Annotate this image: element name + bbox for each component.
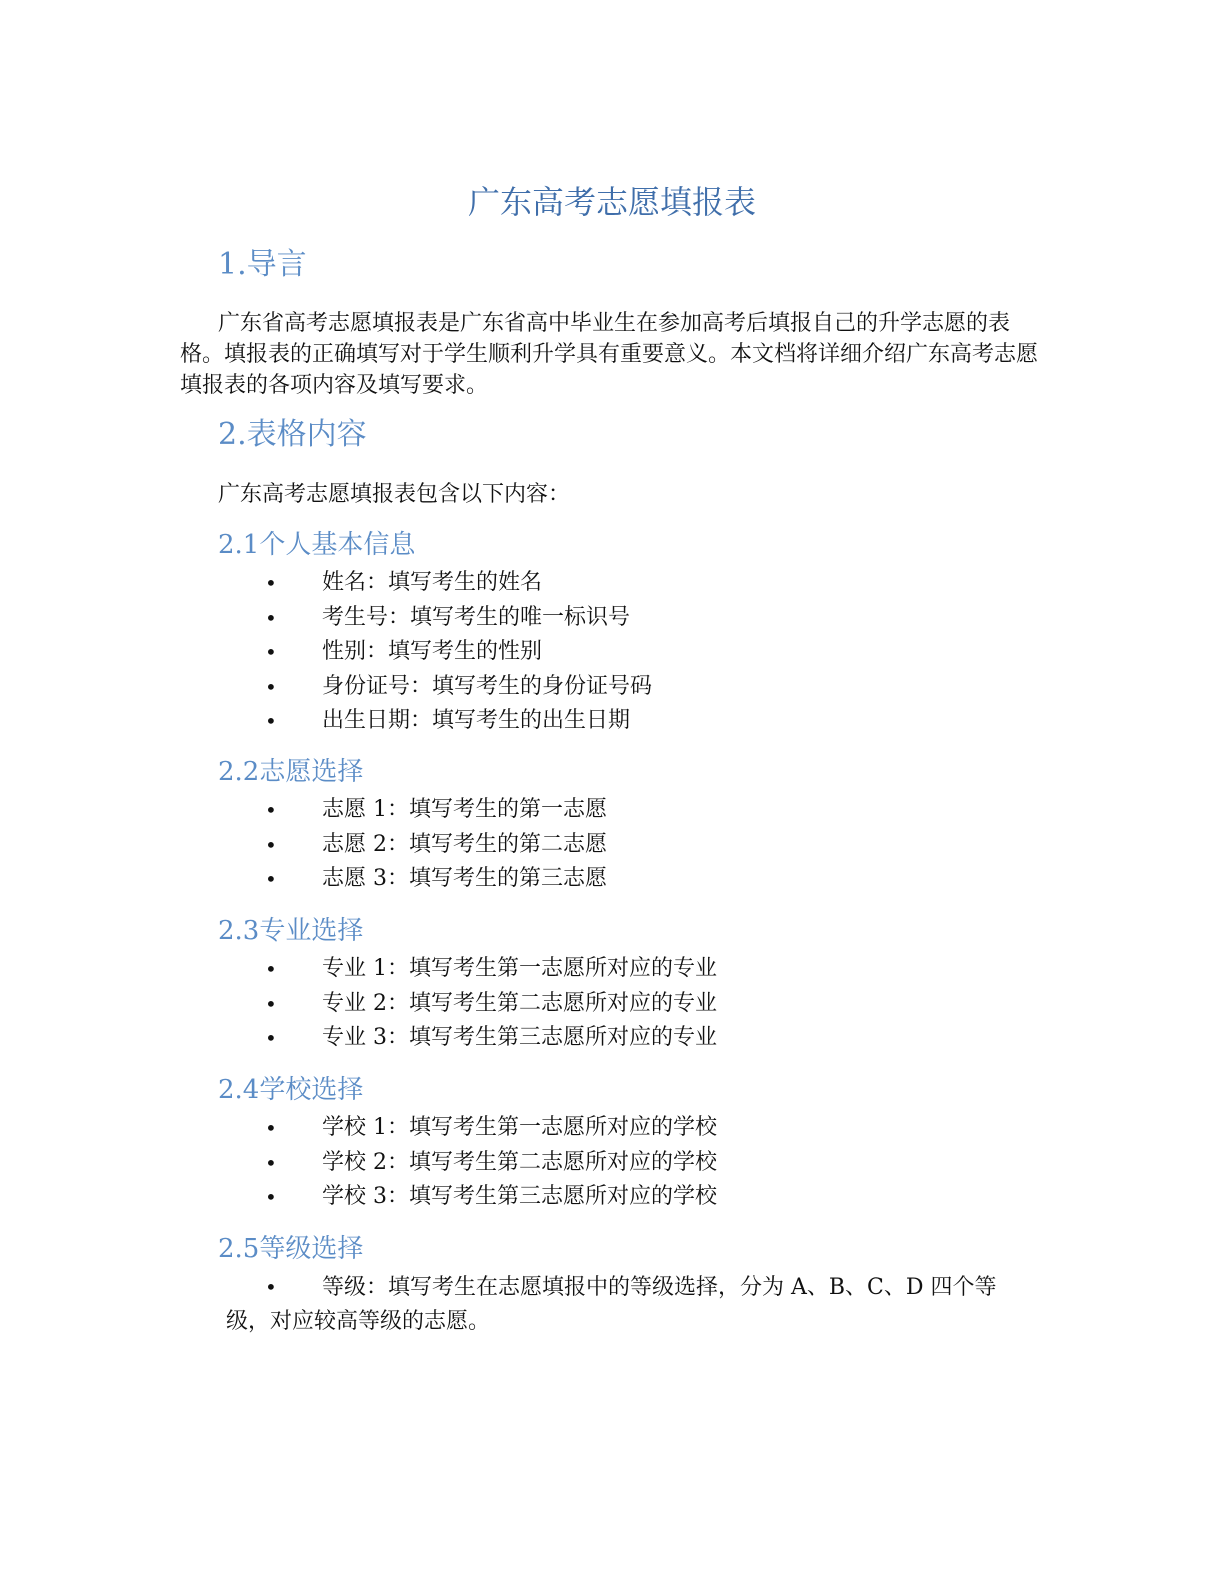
bullet-icon: • — [265, 640, 277, 664]
list-item-text: 身份证号：填写考生的身份证号码 — [322, 673, 653, 699]
subsection-heading-grade: 2.5等级选择 — [218, 1234, 364, 1264]
intro-paragraph: 广东省高考志愿填报表是广东省高中毕业生在参加高考后填报自己的升学志愿的表格。填报表的正确填写对于学生顺利升学具有重要意义。本文档将详细介绍广东高考志愿填报表的各项内容及填写要求。 — [180, 311, 1039, 398]
list-item-text: 志愿 3：填写考生的第三志愿 — [322, 866, 607, 891]
list-item-text: 考生号：填写考生的唯一标识号 — [322, 604, 631, 630]
grade-paragraph — [226, 1270, 1026, 1339]
list-item-text: 性别：填写考生的性别 — [322, 639, 543, 664]
bullet-icon: • — [265, 1026, 277, 1050]
bullet-icon: • — [265, 991, 277, 1016]
subsection-heading-personal: 2.1个人基本信息 — [218, 530, 416, 560]
list-item-text: 学校 1：填写考生第一志愿所对应的学校 — [322, 1115, 717, 1140]
bullet-icon: • — [265, 1275, 277, 1299]
subsection-heading-wish: 2.2志愿选择 — [218, 757, 364, 787]
bullet-icon: • — [265, 798, 277, 822]
section-heading-intro: 1.导言 — [218, 247, 307, 282]
subsection-heading-major: 2.3专业选择 — [218, 916, 364, 946]
bullet-icon: • — [265, 1150, 277, 1175]
grade-text: 等级：填写考生在志愿填报中的等级选择，分为 A、B、C、D 四个等级，对应较高等级的志愿。 — [226, 1275, 997, 1334]
list-item-text: 姓名：填写考生的姓名 — [322, 570, 543, 595]
bullet-icon: • — [265, 867, 277, 891]
bullet-icon: • — [265, 605, 277, 630]
list-item-text: 专业 3：填写考生第三志愿所对应的专业 — [322, 1025, 717, 1050]
bullet-icon: • — [265, 1116, 277, 1140]
list-item-text: 志愿 1：填写考生的第一志愿 — [322, 797, 607, 822]
subsection-heading-school: 2.4学校选择 — [218, 1075, 364, 1105]
list-item-text: 专业 1：填写考生第一志愿所对应的专业 — [322, 956, 717, 981]
bullet-icon: • — [265, 832, 277, 857]
bullet-icon: • — [265, 1185, 277, 1209]
list-item-text: 学校 2：填写考生第二志愿所对应的学校 — [322, 1149, 717, 1175]
bullet-icon: • — [265, 709, 277, 733]
bullet-icon: • — [265, 957, 277, 981]
list-item-text: 出生日期：填写考生的出生日期 — [322, 708, 631, 733]
bullet-icon: • — [265, 571, 277, 595]
content-lead-text: 广东高考志愿填报表包含以下内容： — [218, 482, 571, 507]
list-item-text: 学校 3：填写考生第三志愿所对应的学校 — [322, 1184, 717, 1209]
section-heading-content: 2.表格内容 — [218, 417, 367, 452]
document-title: 广东高考志愿填报表 — [467, 183, 756, 221]
bullet-icon: • — [265, 674, 277, 699]
list-item-text: 志愿 2：填写考生的第二志愿 — [322, 831, 607, 857]
list-item-text: 专业 2：填写考生第二志愿所对应的专业 — [322, 990, 717, 1016]
